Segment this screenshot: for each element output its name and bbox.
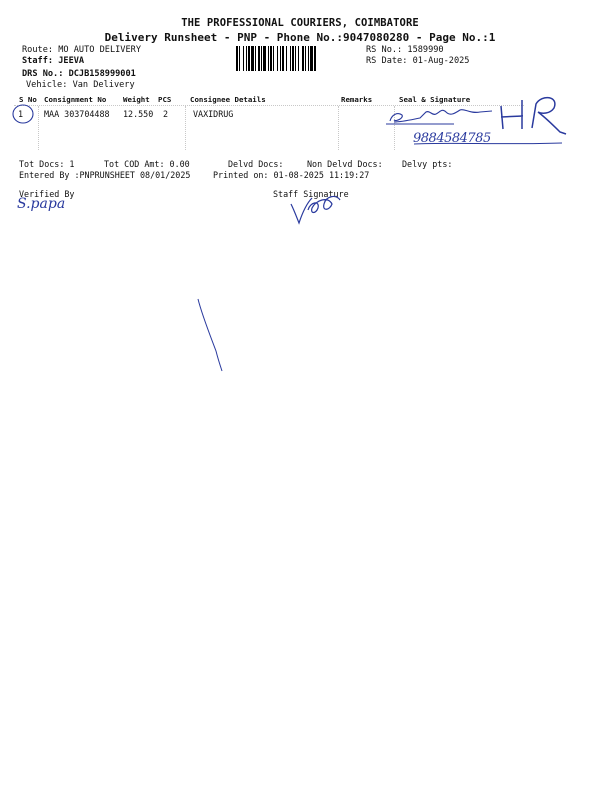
barcode-bar [248, 46, 250, 71]
barcode-bar [302, 46, 304, 71]
barcode-bar [251, 46, 254, 71]
row-consignee: VAXIDRUG [193, 109, 234, 119]
handwritten-phone: 9884584785 [413, 131, 491, 146]
total-cod-amount: Tot COD Amt: 0.00 [104, 159, 190, 169]
delivered-docs: Delvd Docs: [228, 159, 284, 169]
staff-signature-scribble [288, 190, 348, 226]
rs-date: RS Date: 01-Aug-2025 [366, 56, 470, 66]
row-pcs: 2 [163, 109, 169, 119]
col-header-consignee: Consignee Details [190, 95, 266, 104]
row-weight: 12.550 [123, 109, 154, 119]
row-consignment-no: MAA 303704488 [44, 109, 110, 119]
verified-signature: S.papa [17, 196, 66, 212]
strike-through-mark [412, 134, 572, 154]
barcode-bar [263, 46, 266, 71]
runsheet-subtitle: Delivery Runsheet - PNP - Phone No.:9047080280 - Page No.:1 [104, 31, 496, 44]
barcode-bar [258, 46, 260, 71]
barcode-bar [236, 46, 238, 71]
total-docs: Tot Docs: 1 [19, 159, 75, 169]
verified-by-label: Verified By [19, 189, 75, 199]
barcode-bar [295, 46, 296, 71]
staff-label: Staff: JEEVA [22, 56, 85, 66]
serial-circle-mark [8, 100, 38, 128]
stray-pen-stroke [190, 295, 230, 375]
barcode-bar [280, 46, 281, 71]
delivery-points: Delvy pts: [402, 159, 453, 169]
entered-by: Entered By :PNPRUNSHEET 08/01/2025 [19, 170, 191, 180]
non-delivered-docs: Non Delvd Docs: [307, 159, 383, 169]
barcode-bar [268, 46, 269, 71]
barcode-bar [314, 46, 316, 71]
barcode-bar [292, 46, 294, 71]
row-sno: 1 [18, 109, 24, 119]
barcode-bar [239, 46, 240, 71]
table-divider [38, 106, 39, 150]
col-header-weight: Weight [123, 95, 150, 104]
barcode-bar [290, 46, 291, 71]
printed-on: Printed on: 01-08-2025 11:19:27 [213, 170, 370, 180]
barcode-bar [305, 46, 306, 71]
rs-number: RS No.: 1589990 [366, 45, 444, 55]
barcode-bar [270, 46, 272, 71]
route-label: Route: MO AUTO DELIVERY [22, 45, 141, 55]
barcode-bar [308, 46, 309, 71]
barcode [235, 46, 359, 71]
col-header-pcs: PCS [158, 95, 172, 104]
table-divider [185, 106, 186, 150]
barcode-bar [273, 46, 274, 71]
col-header-sno: S No [19, 95, 37, 104]
table-divider [338, 106, 339, 150]
barcode-bar [243, 46, 244, 71]
barcode-bar [261, 46, 262, 71]
barcode-bar [246, 46, 247, 71]
barcode-bar [277, 46, 278, 71]
vehicle-label: Vehicle: Van Delivery [26, 80, 135, 90]
col-header-remarks: Remarks [341, 95, 373, 104]
barcode-bar [310, 46, 313, 71]
barcode-bar [286, 46, 287, 71]
col-header-seal: Seal & Signature [399, 95, 471, 104]
staff-signature-label: Staff Signature [273, 189, 349, 199]
drs-number: DRS No.: DCJB158999001 [22, 69, 136, 79]
col-header-consignment: Consignment No [44, 95, 107, 104]
barcode-bar [298, 46, 299, 71]
barcode-bar [255, 46, 256, 71]
barcode-bar [282, 46, 284, 71]
company-title: THE PROFESSIONAL COURIERS, COIMBATORE [181, 17, 419, 29]
